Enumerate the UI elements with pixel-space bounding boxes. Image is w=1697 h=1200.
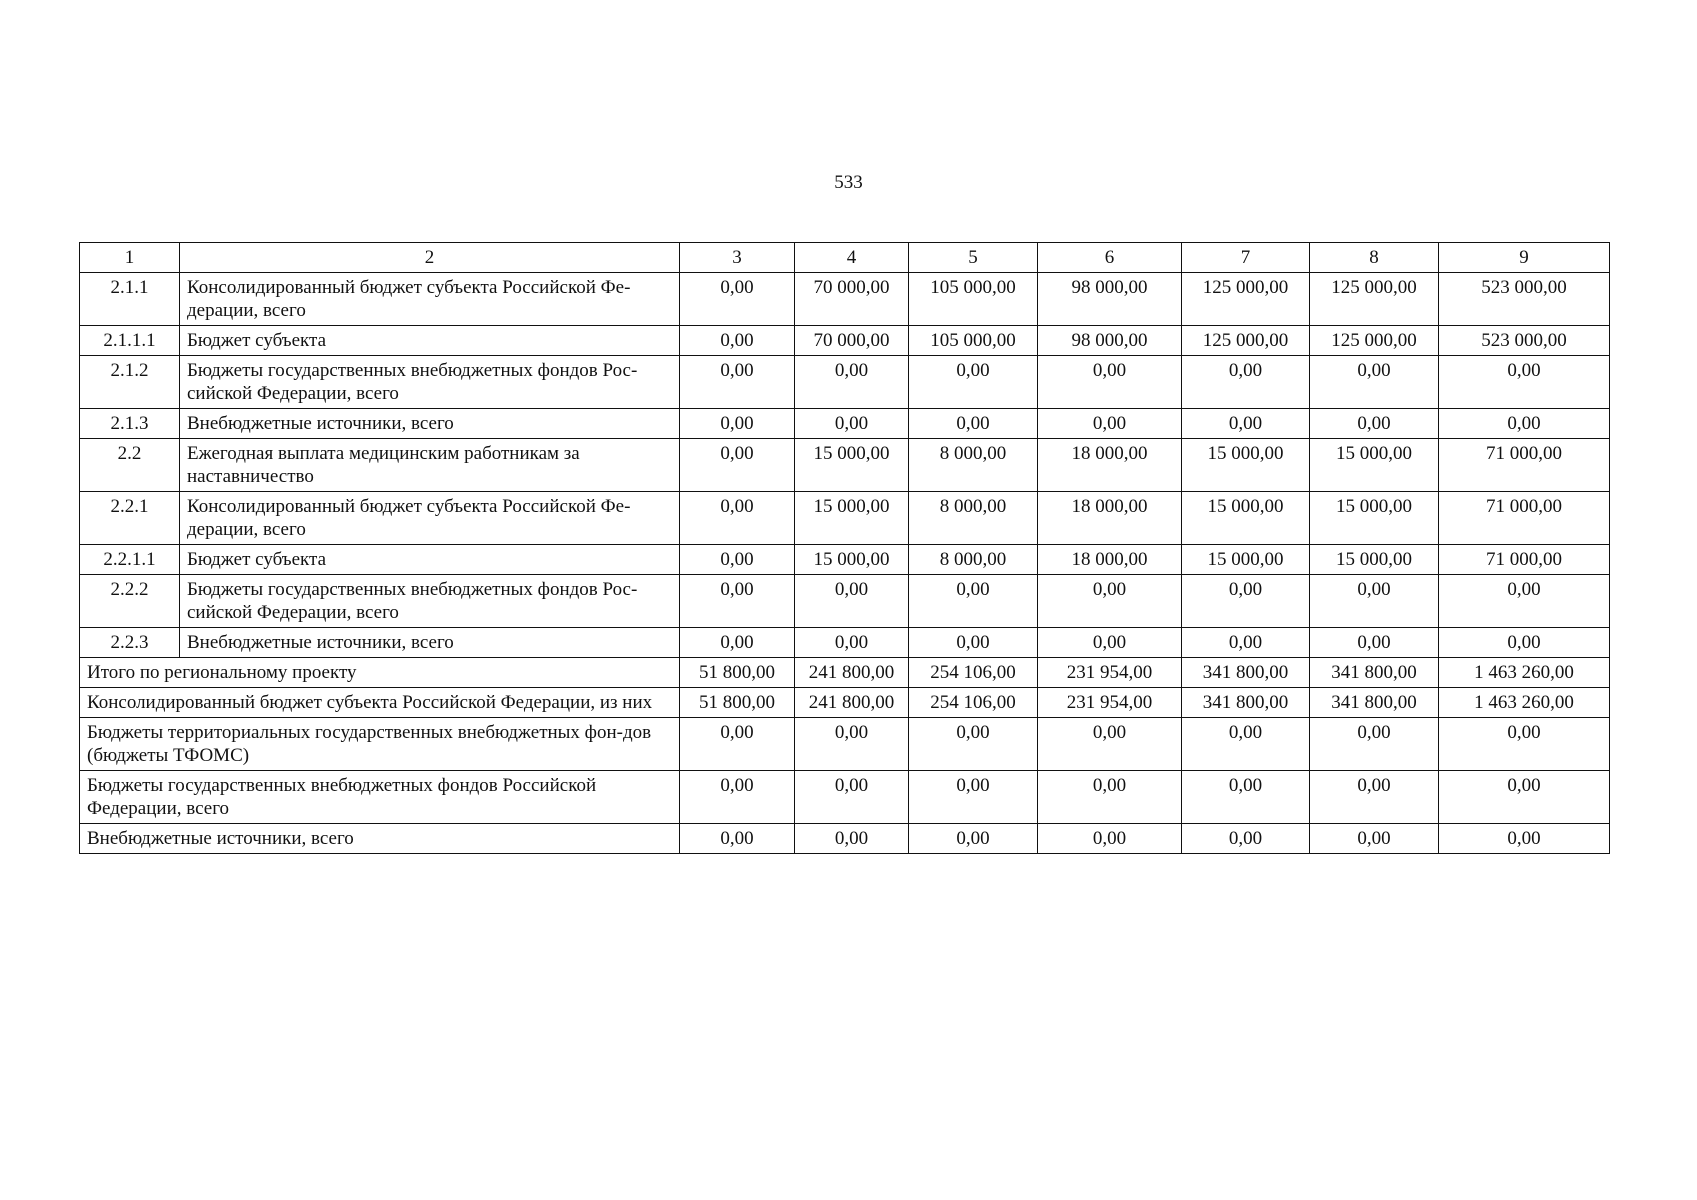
value-cell: 0,00	[1310, 771, 1439, 824]
header-cell: 4	[795, 243, 909, 273]
total-row	[80, 658, 1610, 688]
value-cell: 0,00	[795, 718, 909, 771]
value-cell: 254 106,00	[909, 688, 1038, 718]
value-cell: 0,00	[909, 824, 1038, 854]
table-row	[80, 326, 1610, 356]
value-cell: 0,00	[1310, 409, 1439, 439]
value-cell: 0,00	[1038, 356, 1182, 409]
value-cell: 523 000,00	[1439, 326, 1610, 356]
value-cell: 98 000,00	[1038, 273, 1182, 326]
value-cell: 231 954,00	[1038, 658, 1182, 688]
value-cell: 0,00	[909, 628, 1038, 658]
value-cell: 8 000,00	[909, 439, 1038, 492]
value-cell: 523 000,00	[1439, 273, 1610, 326]
value-cell: 0,00	[1182, 718, 1310, 771]
total-row	[80, 824, 1610, 854]
value-cell: 15 000,00	[1182, 439, 1310, 492]
value-cell: 125 000,00	[1182, 326, 1310, 356]
header-cell: 6	[1038, 243, 1182, 273]
total-name-cell: Бюджеты территориальных государственных внебюджетных фон-дов (бюджеты ТФОМС)	[80, 718, 680, 771]
row-number-cell: 2.1.1.1	[80, 326, 180, 356]
value-cell: 0,00	[680, 273, 795, 326]
value-cell: 0,00	[1310, 356, 1439, 409]
table-row	[80, 273, 1610, 326]
table-row	[80, 409, 1610, 439]
value-cell: 0,00	[1310, 824, 1439, 854]
header-cell: 8	[1310, 243, 1439, 273]
value-cell: 0,00	[795, 356, 909, 409]
value-cell: 18 000,00	[1038, 545, 1182, 575]
value-cell: 0,00	[680, 718, 795, 771]
header-cell: 5	[909, 243, 1038, 273]
value-cell: 0,00	[1182, 356, 1310, 409]
value-cell: 70 000,00	[795, 273, 909, 326]
row-number-cell: 2.2.1.1	[80, 545, 180, 575]
table-row	[80, 439, 1610, 492]
row-number-cell: 2.2.1	[80, 492, 180, 545]
page-number: 533	[834, 172, 863, 193]
row-number-cell: 2.2.2	[80, 575, 180, 628]
value-cell: 0,00	[680, 326, 795, 356]
value-cell: 0,00	[1439, 718, 1610, 771]
value-cell: 98 000,00	[1038, 326, 1182, 356]
total-row	[80, 771, 1610, 824]
value-cell: 71 000,00	[1439, 439, 1610, 492]
value-cell: 0,00	[1182, 771, 1310, 824]
table-row	[80, 628, 1610, 658]
value-cell: 0,00	[1182, 409, 1310, 439]
table-body	[80, 243, 1610, 854]
value-cell: 0,00	[795, 771, 909, 824]
value-cell: 70 000,00	[795, 326, 909, 356]
value-cell: 0,00	[1038, 628, 1182, 658]
total-row	[80, 718, 1610, 771]
value-cell: 125 000,00	[1182, 273, 1310, 326]
total-row	[80, 688, 1610, 718]
value-cell: 15 000,00	[795, 492, 909, 545]
value-cell: 0,00	[1439, 575, 1610, 628]
value-cell: 1 463 260,00	[1439, 658, 1610, 688]
value-cell: 0,00	[909, 771, 1038, 824]
row-name-cell: Бюджет субъекта	[180, 545, 680, 575]
table-row	[80, 356, 1610, 409]
header-cell: 3	[680, 243, 795, 273]
value-cell: 1 463 260,00	[1439, 688, 1610, 718]
row-number-cell: 2.1.1	[80, 273, 180, 326]
value-cell: 105 000,00	[909, 326, 1038, 356]
value-cell: 0,00	[909, 575, 1038, 628]
header-cell: 9	[1439, 243, 1610, 273]
value-cell: 241 800,00	[795, 658, 909, 688]
value-cell: 0,00	[1310, 575, 1439, 628]
value-cell: 0,00	[1310, 718, 1439, 771]
value-cell: 241 800,00	[795, 688, 909, 718]
value-cell: 125 000,00	[1310, 326, 1439, 356]
value-cell: 254 106,00	[909, 658, 1038, 688]
value-cell: 0,00	[795, 575, 909, 628]
value-cell: 71 000,00	[1439, 545, 1610, 575]
value-cell: 0,00	[1439, 824, 1610, 854]
value-cell: 341 800,00	[1310, 658, 1439, 688]
value-cell: 15 000,00	[1182, 545, 1310, 575]
value-cell: 341 800,00	[1182, 658, 1310, 688]
value-cell: 0,00	[909, 356, 1038, 409]
value-cell: 0,00	[680, 575, 795, 628]
row-name-cell: Внебюджетные источники, всего	[180, 409, 680, 439]
value-cell: 71 000,00	[1439, 492, 1610, 545]
total-name-cell: Консолидированный бюджет субъекта Российской Федерации, из них	[80, 688, 680, 718]
value-cell: 0,00	[1038, 824, 1182, 854]
total-name-cell: Бюджеты государственных внебюджетных фондов Российской Федерации, всего	[80, 771, 680, 824]
value-cell: 0,00	[680, 628, 795, 658]
value-cell: 0,00	[795, 824, 909, 854]
value-cell: 0,00	[1439, 771, 1610, 824]
value-cell: 15 000,00	[1310, 545, 1439, 575]
value-cell: 0,00	[1182, 628, 1310, 658]
row-number-cell: 2.2.3	[80, 628, 180, 658]
budget-table	[79, 242, 1610, 854]
row-number-cell: 2.2	[80, 439, 180, 492]
value-cell: 0,00	[1182, 575, 1310, 628]
value-cell: 0,00	[1182, 824, 1310, 854]
row-number-cell: 2.1.3	[80, 409, 180, 439]
row-number-cell: 2.1.2	[80, 356, 180, 409]
value-cell: 0,00	[680, 492, 795, 545]
value-cell: 0,00	[1038, 409, 1182, 439]
total-name-cell: Итого по региональному проекту	[80, 658, 680, 688]
value-cell: 0,00	[1038, 771, 1182, 824]
value-cell: 51 800,00	[680, 658, 795, 688]
value-cell: 0,00	[795, 628, 909, 658]
value-cell: 231 954,00	[1038, 688, 1182, 718]
value-cell: 18 000,00	[1038, 439, 1182, 492]
value-cell: 125 000,00	[1310, 273, 1439, 326]
row-name-cell: Ежегодная выплата медицинским работникам за наставничество	[180, 439, 680, 492]
value-cell: 0,00	[1439, 356, 1610, 409]
value-cell: 0,00	[909, 718, 1038, 771]
table-row	[80, 575, 1610, 628]
table-header-row	[80, 243, 1610, 273]
header-cell: 7	[1182, 243, 1310, 273]
value-cell: 0,00	[1038, 575, 1182, 628]
header-cell: 2	[180, 243, 680, 273]
row-name-cell: Бюджет субъекта	[180, 326, 680, 356]
value-cell: 0,00	[680, 356, 795, 409]
row-name-cell: Консолидированный бюджет субъекта Российской Фе-дерации, всего	[180, 492, 680, 545]
value-cell: 15 000,00	[795, 545, 909, 575]
value-cell: 15 000,00	[1182, 492, 1310, 545]
value-cell: 0,00	[680, 771, 795, 824]
value-cell: 18 000,00	[1038, 492, 1182, 545]
row-name-cell: Консолидированный бюджет субъекта Российской Фе-дерации, всего	[180, 273, 680, 326]
table-row	[80, 492, 1610, 545]
value-cell: 0,00	[1310, 628, 1439, 658]
value-cell: 0,00	[909, 409, 1038, 439]
value-cell: 0,00	[680, 824, 795, 854]
total-name-cell: Внебюджетные источники, всего	[80, 824, 680, 854]
value-cell: 0,00	[680, 409, 795, 439]
value-cell: 15 000,00	[795, 439, 909, 492]
value-cell: 0,00	[795, 409, 909, 439]
row-name-cell: Внебюджетные источники, всего	[180, 628, 680, 658]
value-cell: 0,00	[1439, 409, 1610, 439]
value-cell: 0,00	[1439, 628, 1610, 658]
value-cell: 105 000,00	[909, 273, 1038, 326]
value-cell: 341 800,00	[1310, 688, 1439, 718]
value-cell: 51 800,00	[680, 688, 795, 718]
value-cell: 8 000,00	[909, 492, 1038, 545]
row-name-cell: Бюджеты государственных внебюджетных фондов Рос-сийской Федерации, всего	[180, 575, 680, 628]
value-cell: 0,00	[1038, 718, 1182, 771]
header-cell: 1	[80, 243, 180, 273]
value-cell: 15 000,00	[1310, 439, 1439, 492]
row-name-cell: Бюджеты государственных внебюджетных фондов Рос-сийской Федерации, всего	[180, 356, 680, 409]
value-cell: 8 000,00	[909, 545, 1038, 575]
value-cell: 341 800,00	[1182, 688, 1310, 718]
value-cell: 0,00	[680, 439, 795, 492]
value-cell: 0,00	[680, 545, 795, 575]
value-cell: 15 000,00	[1310, 492, 1439, 545]
table-row	[80, 545, 1610, 575]
